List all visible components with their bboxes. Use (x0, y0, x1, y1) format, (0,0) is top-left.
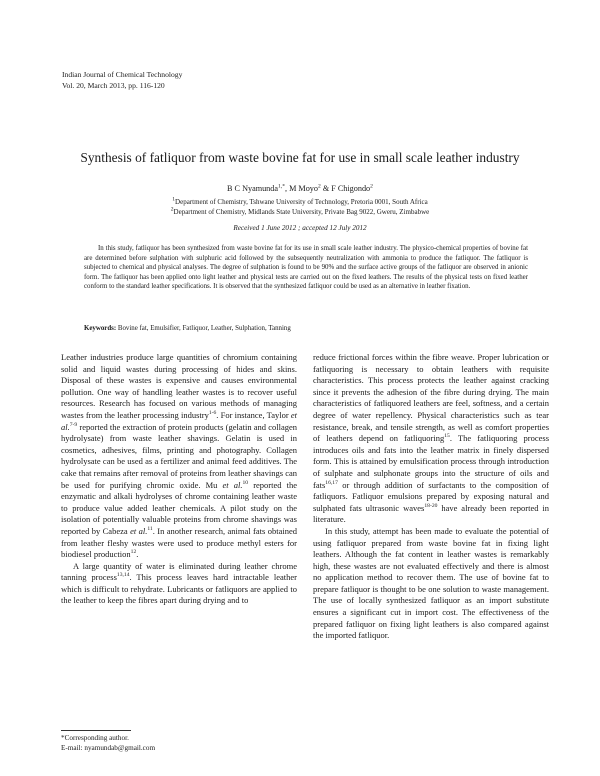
paragraph (61, 561, 297, 607)
footnote (61, 734, 155, 753)
citation-sup: 12 (130, 549, 137, 556)
affiliation-2 (0, 207, 600, 217)
affiliation-1-text: Department of Chemistry, Tshwane University of Technology, Pretoria 0001, South Africa (175, 198, 428, 206)
abstract: In this study, fatliquor has been synthesized from waste bovine fat for its use in small scale leather industry. The physico-chemical properties of bovine fat are determined before sulphation with sulphuric acid followed by the subsequently neutralization with ammonia to produce the fatliquor. The fatliquor is subjected to chemical and physical analyses. The degree of sulphation is found to be 90% and the surface active groups of the fatliquor are observed in anionic form. The fatliquor has been applied onto light leather and physical tests are carried out on the fixed leathers. The results of the physical tests on fixed leather conform to the standard leather specifications. It is observed that the synthesized fatliquor could be used as an alternative in leather fixation. (84, 245, 528, 291)
paper-title: Synthesis of fatliquor from waste bovine fat for use in small scale leather industry (80, 150, 520, 165)
et-al: et al. (130, 525, 148, 536)
affiliation-1-num: 1 (172, 196, 176, 203)
journal-header (62, 70, 182, 91)
corresponding-author-note: *Corresponding author. (61, 734, 129, 742)
paragraph (313, 352, 549, 526)
author-3: & F Chigondo (320, 184, 371, 193)
journal-issue: Vol. 20, March 2013, pp. 116-120 (62, 80, 165, 90)
corresponding-mark: * (282, 183, 285, 190)
citation-sup: 18-20 (424, 502, 438, 509)
citation-sup: 10 (242, 479, 249, 486)
keywords-text: Bovine fat, Emulsifier, Fatliquor, Leather, Sulphation, Tanning (116, 325, 291, 332)
footnote-divider (61, 730, 131, 731)
text-run: or through addition of surfactants to the composition of fatliquors. Fatliquor emulsions prepared by exposing natural and sulphated fats ultrasonic waves (313, 479, 549, 513)
author-2: , M Moyo (285, 184, 318, 193)
citation-sup: 1-6 (208, 410, 217, 417)
citation-sup: 15 (444, 433, 450, 440)
text-run: have already been reported in literature. (313, 502, 550, 525)
text-run: . The fatliquoring process introduces oils and fats into the leather matrix in finely dispersed form. This is attained by emulsification process through introduction of sulphate and sulphonate groups into the structure of oils and fats (313, 433, 550, 490)
author-3-affil-sup: 2 (370, 183, 373, 190)
affiliation-2-text: Department of Chemistry, Midlands State University, Private Bag 9022, Gweru, Zimbabwe (173, 208, 430, 216)
text-run: . (136, 549, 139, 560)
text-run: . For instance, Taylor (216, 409, 291, 420)
body-right-column (313, 352, 549, 642)
keywords-label: Keywords: (84, 325, 117, 332)
text-run: . This process leaves hard intractable leather which is difficult to rehydrate. Lubricants or fatliquors are applied to the leather to keep the fibres apart during drying and to (61, 572, 297, 606)
author-list (0, 184, 600, 193)
journal-name: Indian Journal of Chemical Technology (62, 70, 183, 79)
affiliations (0, 197, 600, 217)
et-al: et al. (222, 479, 243, 490)
paragraph: In this study, attempt has been made to evaluate the potential of using fatliquor prepared from waste bovine fat in fixing light leathers. Although the fat content in leather wastes is remarkably high, these wastes are not evaluated effectively and there is almost no application method to recover them. The use of bovine fat to prepare fatliquor is thought to be one solution to waste management. The use of locally synthesized fatliquor as an import substitute ensures a significant cut in import cost. The effectiveness of the prepared fatliquor on fixing light leathers is also compared against the imported fatliquor. (313, 525, 549, 641)
et-al: et al. (61, 409, 297, 432)
affiliation-2-num: 2 (170, 206, 174, 213)
affiliation-1 (0, 197, 600, 207)
text-run: . In another research, animal fats obtained from leather fleshy wastes were used to produce methyl esters for biodiesel production (61, 525, 297, 560)
citation-sup: 13,14 (116, 572, 130, 579)
corresponding-email: E-mail: nyamundab@gmail.com (61, 743, 156, 752)
received-dates: Received 1 June 2012 ; accepted 12 July 2012 (233, 224, 367, 232)
text-run: A large quantity of water is eliminated during leather chrome tanning process (61, 560, 297, 583)
author-2-affil-sup: 2 (317, 183, 321, 190)
citation-sup: 16,17 (325, 479, 338, 486)
text-run: reduce frictional forces within the fibre weave. Proper lubrication or fatliquoring is necessary to obtain leathers with requisite characteristics. This process protects the leather against cracking since it prevents the adhesion of the fibre during drying. The main characteristics of fatliquored leathers are feel, softness, and a certain degree of water repellency. Physical characteristics such as tear resistance, break, and tensile strength, as well as comfort properties of leathers depend on fatliquoring (313, 352, 549, 444)
text-run: Leather industries produce large quantities of chromium containing solid and liquid wastes during processing of hides and skins. Disposal of these wastes is expensive and causes environmental pollution. One way of handling leather wastes is to recover useful resources. Research has focused on various methods of managing wastes from the leather processing industry (61, 352, 297, 420)
author-1-affil-sup: 1, (278, 183, 283, 190)
keywords (84, 324, 528, 334)
text-run: reported the extraction of protein products (gelatin and collagen hydrolysate) from waste leather shavings. Gelatin is used in cosmetics, adhesives, films, printing and photography. Collagen hydrolysate can be used as a fertilizer and animal feed additives. The cake that remains after removal of proteins from leather shavings can be used for purifying chromic oxide. Mu (61, 421, 297, 490)
text-run: reported the enzymatic and alkali hydrolyses of chrome containing leather waste to produce value added leather chemicals. A pilot study on the isolation of potentially valuable proteins from chrome shavings was reported by Cabeza (61, 479, 297, 536)
paragraph (61, 352, 297, 561)
citation-sup: 11 (147, 526, 153, 533)
body-left-column (61, 352, 297, 607)
citation-sup: 7-9 (69, 421, 78, 428)
author-1: B C Nyamunda (227, 184, 278, 193)
